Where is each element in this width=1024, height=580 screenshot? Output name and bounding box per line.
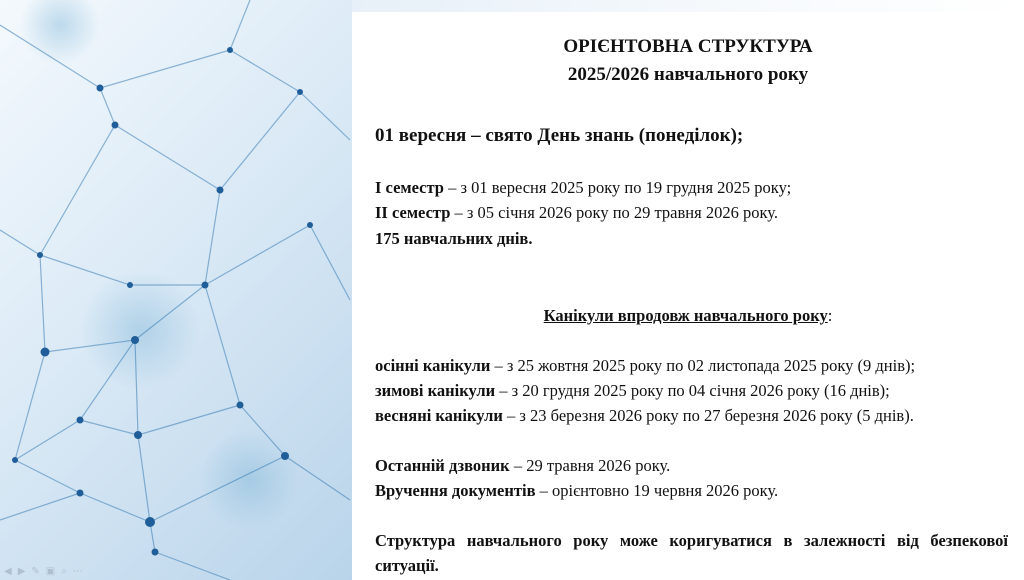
- holidays-heading: [352, 304, 1024, 328]
- zoom-icon[interactable]: ⌕: [61, 565, 67, 577]
- pen-icon[interactable]: ✎: [31, 565, 40, 577]
- autumn-holiday-label: осінні канікули: [375, 356, 491, 375]
- previous-icon[interactable]: ◀: [4, 565, 12, 577]
- autumn-holiday-dates: – з 25 жовтня 2025 року по 02 листопада 2025 року (9 днів);: [490, 356, 916, 375]
- total-days: 175 навчальних днів.: [375, 229, 533, 248]
- slideshow-controls: [0, 563, 164, 579]
- network-graphic: [0, 0, 352, 580]
- semester-1-line: [375, 176, 791, 200]
- autumn-holiday-line: [375, 354, 915, 378]
- start-day-line: 01 вересня – свято День знань (понеділок);: [375, 125, 744, 146]
- semester-2-label: ІІ семестр: [375, 203, 451, 222]
- more-icon[interactable]: ⋯: [72, 565, 83, 577]
- winter-holiday-dates: – з 20 грудня 2025 року по 04 січня 2026 року (16 днів);: [495, 381, 890, 400]
- semester-1-dates: – з 01 вересня 2025 року по 19 грудня 2025 року;: [443, 178, 792, 197]
- winter-holiday-line: [375, 379, 890, 403]
- slide-subtitle: 2025/2026 навчального року: [567, 64, 809, 85]
- documents-line: [375, 479, 778, 503]
- slides-icon[interactable]: ▣: [45, 565, 56, 577]
- last-bell-date: – 29 травня 2026 року.: [509, 456, 671, 475]
- holidays-heading-suffix: :: [827, 306, 833, 325]
- semester-2-line: [375, 201, 778, 225]
- documents-date: – орієнтовно 19 червня 2026 року.: [535, 481, 779, 500]
- holidays-heading-title: Канікули впродовж навчального року: [543, 306, 828, 325]
- spring-holiday-line: [375, 404, 914, 428]
- slide-content: [352, 12, 1024, 580]
- top-decor-strip: [352, 0, 1024, 12]
- documents-label: Вручення документів: [375, 481, 536, 500]
- spring-holiday-label: весняні канікули: [375, 406, 503, 425]
- slide-title: ОРІЄНТОВНА СТРУКТУРА: [563, 36, 813, 57]
- total-days-line: [375, 227, 532, 251]
- semester-1-label: І семестр: [375, 178, 444, 197]
- security-note: Структура навчального року може коригуватися в залежності від безпекової ситуації.: [375, 531, 1008, 575]
- spring-holiday-dates: – з 23 березня 2026 року по 27 березня 2026 року (5 днів).: [502, 406, 914, 425]
- next-icon[interactable]: ▶: [17, 565, 26, 577]
- last-bell-line: [375, 454, 670, 478]
- last-bell-label: Останній дзвоник: [375, 456, 510, 475]
- winter-holiday-label: зимові канікули: [375, 381, 496, 400]
- semester-2-dates: – з 05 січня 2026 року по 29 травня 2026 року.: [450, 203, 778, 222]
- network-background-image: [0, 0, 352, 580]
